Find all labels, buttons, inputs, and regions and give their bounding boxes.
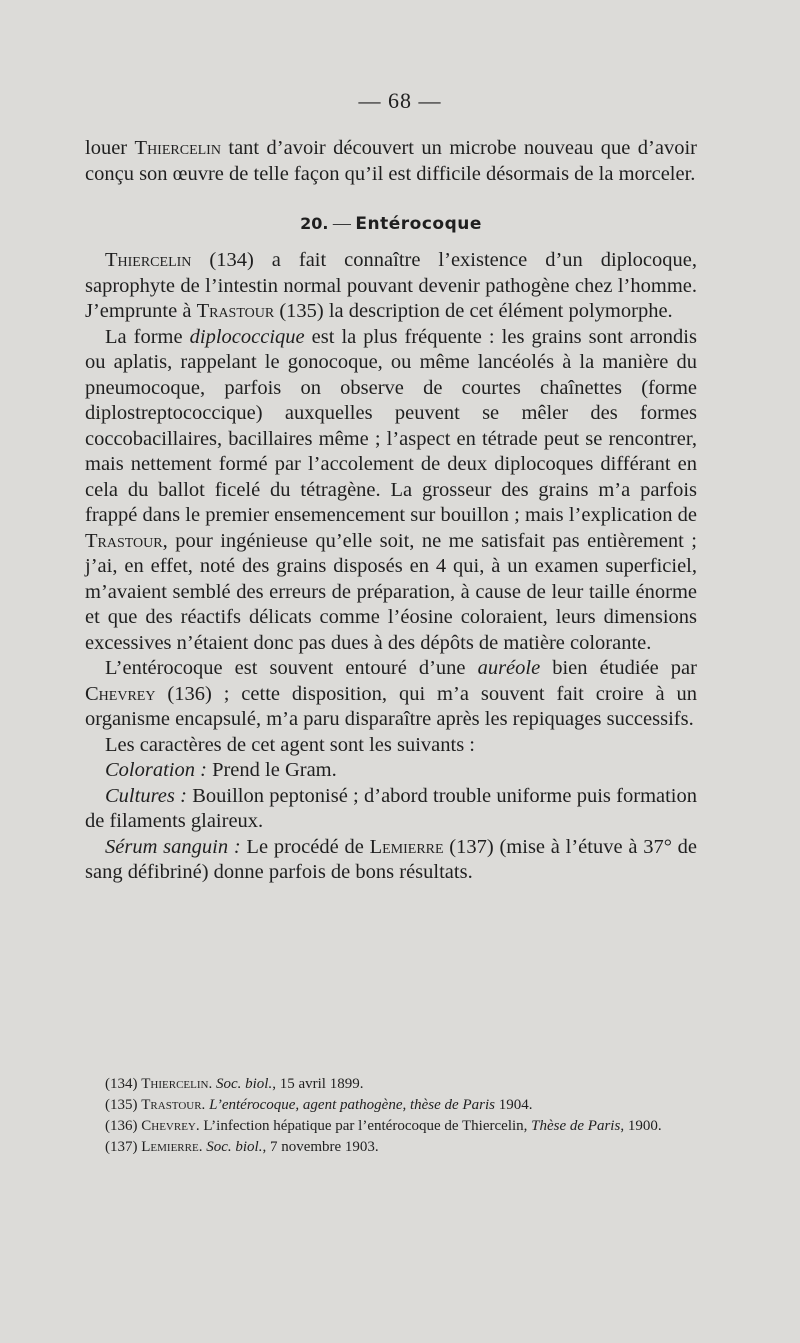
paragraph-1 xyxy=(85,248,697,325)
paragraph-7 xyxy=(85,835,697,886)
footnote xyxy=(85,1116,697,1137)
text-run: , 7 novembre 1903. xyxy=(262,1139,379,1155)
paragraph-4: Les caractères de cet agent sont les suivants : xyxy=(105,733,475,756)
text-run: bien étudiée par xyxy=(540,657,697,679)
footnote-ref: (135) xyxy=(105,1097,142,1113)
italic-term: diplococcique xyxy=(189,325,305,348)
body-text xyxy=(85,136,697,886)
text-run: Le procédé de xyxy=(240,835,370,858)
author-name: Thiercelin. xyxy=(141,1076,213,1092)
author-name: Chevrey. xyxy=(141,1118,200,1134)
italic-title: Thèse de Paris xyxy=(531,1118,621,1134)
footnotes xyxy=(85,1074,697,1158)
text-run: La forme xyxy=(105,325,190,348)
author-name: Trastour xyxy=(85,529,163,552)
footnote-ref: (137) xyxy=(105,1139,142,1155)
page-number: — 68 — xyxy=(358,88,442,113)
text-run: Prend le Gram. xyxy=(206,759,337,781)
text-run: (137) (mise à l’étuve à 37° de sang défibriné) donne parfois de bons résultats. xyxy=(85,835,698,883)
text-run: 1904. xyxy=(494,1097,533,1113)
author-name: Thiercelin xyxy=(134,137,221,159)
italic-label: Sérum sanguin : xyxy=(105,835,241,858)
text-run: Bouillon peptonisé ; d’abord trouble uniforme puis formation de filaments glaireux. xyxy=(85,784,698,832)
text-run: est la plus fréquente : les grains sont arrondis ou aplatis, rappelant le gonocoque, ou même lancéolés à la manière du pneumocoque, parfois on observe de courtes chaînettes (forme diplostreptococcique) auxquelles peuvent se mêler des formes coccobacillaires, bacillaires même ; l’aspect en tétrade peut se rencontrer, mais nettement formé par l’accolement de deux diplocoques différant en cela du ballot ficelé du tétragène. La grosseur des grains m’a parfois frappé dans le premier ensemencement sur bouillon ; mais l’explication de xyxy=(85,325,697,526)
italic-title: Soc. biol. xyxy=(215,1076,273,1092)
paragraph-2 xyxy=(85,325,697,657)
text-run: tant d’avoir découvert un microbe nouveau que d’avoir conçu son œuvre de telle façon qu’il est difficile désormais de la morceler. xyxy=(85,137,697,185)
text-run: (136) ; cette disposition, qui m’a souvent fait croire à un organisme encapsulé, m’a paru disparaître après les repiquages successifs. xyxy=(85,682,697,730)
text-run: , 1900. xyxy=(620,1118,662,1134)
section-dash: — xyxy=(332,213,351,233)
author-name: Lemierre. xyxy=(141,1139,203,1155)
paragraph-intro xyxy=(85,136,697,187)
author-name: Chevrey xyxy=(85,682,156,705)
section-heading xyxy=(85,211,697,236)
text-run: louer xyxy=(85,137,135,159)
author-name: Trastour xyxy=(196,300,275,322)
section-title: Entérocoque xyxy=(355,214,482,234)
author-name: Thiercelin xyxy=(105,249,192,271)
text-run: (135) la description de cet élément polymorphe. xyxy=(274,300,673,322)
text-run: , pour ingénieuse qu’elle soit, ne me satisfait pas entièrement ; j’ai, en effet, noté des grains disposés en 4 qui, à un examen superficiel, m’avaient semblé des erreurs de préparation, à cause de leur taille énorme et que des réactifs délicats comme l’éosine coloraient, leurs dimensions excessives n’étaient donc pas dues à des dépôts de matière colorante. xyxy=(85,529,697,654)
paragraph-5 xyxy=(85,758,697,784)
section-number: 20. xyxy=(300,214,329,233)
italic-title: Soc. biol. xyxy=(206,1139,263,1155)
footnote-ref: (136) xyxy=(105,1118,142,1134)
text-run: L’infection hépatique par l’entérocoque de Thiercelin, xyxy=(199,1118,532,1134)
text-run: (134) a fait connaître l’existence d’un diplocoque, saprophyte de l’intestin normal pouvant devenir pathogène chez l’homme. J’emprunte à xyxy=(85,249,697,322)
italic-term: auréole xyxy=(477,657,541,679)
footnote xyxy=(85,1074,697,1095)
italic-label: Cultures : xyxy=(105,784,187,807)
author-name: Lemierre xyxy=(369,835,444,858)
italic-label: Coloration : xyxy=(105,759,207,781)
footnote xyxy=(85,1095,697,1116)
text-run: L’entérocoque est souvent entouré d’une xyxy=(105,657,478,679)
author-name: Trastour. xyxy=(141,1097,206,1113)
text-run: , 15 avril 1899. xyxy=(272,1076,364,1092)
footnote-ref: (134) xyxy=(105,1076,142,1092)
paragraph-3 xyxy=(85,656,697,733)
footnote xyxy=(85,1137,697,1158)
italic-title: L’entérocoque, agent pathogène, thèse de Paris xyxy=(209,1097,495,1113)
paragraph-6 xyxy=(85,784,697,835)
